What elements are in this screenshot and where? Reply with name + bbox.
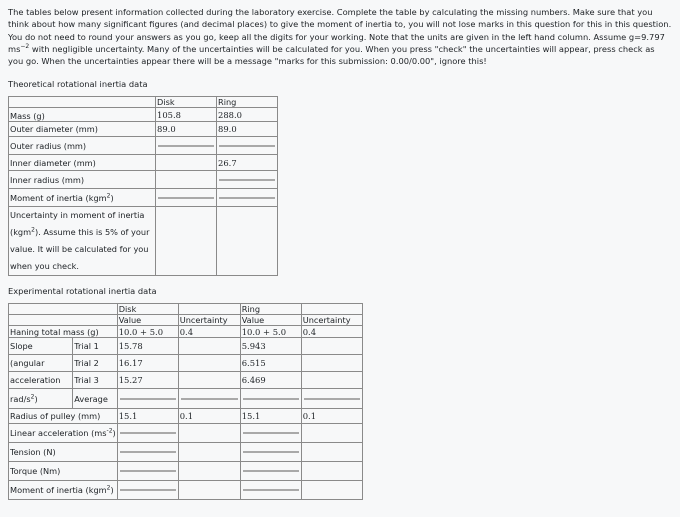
ring-inner-diameter-value: 26.7 (217, 155, 278, 171)
outer-diameter-label: Outer diameter (mm) (9, 122, 156, 137)
exp-ring-header: Ring (240, 304, 301, 315)
hanging-mass-label: Haning total mass (g) (9, 326, 118, 338)
ring-uncertainty-cell (217, 207, 278, 276)
ring-value-header: Value (240, 315, 301, 326)
linear-acceleration-label: Linear acceleration $(ms^{-2})$ (9, 424, 118, 443)
ring-trial-1-value: 5.943 (240, 338, 301, 355)
mass-label: Mass (g) (9, 108, 156, 122)
pulley-radius-label: Radius of pulley (mm) (9, 409, 118, 424)
experimental-table (8, 303, 363, 500)
trial-3-label: Trial 3 (73, 372, 117, 389)
ring-trial-2-value: 6.515 (240, 355, 301, 372)
disk-trial-1-value: 15.78 (117, 338, 178, 355)
disk-moment-input[interactable] (158, 197, 214, 199)
theoretical-title: Theoretical rotational inertia data (8, 79, 148, 89)
col-disk-header: Disk (156, 97, 217, 108)
exp-moment-of-inertia-label: Moment of inertia (kgm$^2$) (9, 481, 118, 500)
disk-average-uncertainty-input[interactable] (181, 398, 238, 400)
ring-inner-radius-input[interactable] (219, 179, 275, 181)
disk-hanging-mass-uncertainty: 0.4 (178, 326, 240, 338)
disk-average-input[interactable] (120, 398, 176, 400)
ring-average-uncertainty-input[interactable] (304, 398, 360, 400)
ring-pulley-radius-uncertainty: 0.1 (301, 409, 362, 424)
disk-linear-acceleration-input[interactable] (120, 432, 176, 434)
tension-label: Tension (N) (9, 443, 118, 462)
disk-pulley-radius-uncertainty: 0.1 (178, 409, 240, 424)
ring-torque-input[interactable] (243, 470, 299, 472)
disk-trial-3-value: 15.27 (117, 372, 178, 389)
rad-per-s2-label: rad/$s^2$) (9, 389, 73, 409)
disk-outer-diameter-value: 89.0 (156, 122, 217, 137)
disk-tension-input[interactable] (120, 451, 176, 453)
disk-mass-value: 105.8 (156, 108, 217, 122)
experimental-title: Experimental rotational inertia data (8, 286, 157, 296)
disk-trial-2-value: 16.17 (117, 355, 178, 372)
inner-diameter-label: Inner diameter (mm) (9, 155, 156, 171)
disk-uncertainty-header: Uncertainty (178, 315, 240, 326)
slope-label: Slope (9, 338, 73, 355)
ring-tension-input[interactable] (243, 451, 299, 453)
ring-mass-value: 288.0 (217, 108, 278, 122)
ring-moment-input[interactable] (219, 197, 275, 199)
col-ring-header: Ring (217, 97, 278, 108)
disk-uncertainty-cell (156, 207, 217, 276)
disk-pulley-radius-value: 15.1 (117, 409, 178, 424)
ring-linear-acceleration-input[interactable] (243, 432, 299, 434)
uncertainty-label: Uncertainty in moment of inertia (kgm$^2$). Assume this is 5% of your value. It will be calculated for you when you check. (9, 207, 156, 276)
moment-of-inertia-label: Moment of inertia (kgm$^2$) (9, 189, 156, 207)
ring-pulley-radius-value: 15.1 (240, 409, 301, 424)
ring-exp-moment-input[interactable] (243, 489, 299, 491)
disk-torque-input[interactable] (120, 470, 176, 472)
disk-hanging-mass-value: 10.0 + 5.0 (117, 326, 178, 338)
ring-trial-3-value: 6.469 (240, 372, 301, 389)
ring-average-input[interactable] (243, 398, 299, 400)
exp-disk-header: Disk (117, 304, 178, 315)
trial-2-label: Trial 2 (73, 355, 117, 372)
outer-radius-label: Outer radius (mm) (9, 137, 156, 155)
instructions-text: The tables below present information collected during the laboratory exercise. Complete the table by calculating the missing numbers. Make sure that you think about how many significant figures (and decimal places) to give the moment of inertia to, you will not lose marks in this question for this in this question. You do not need to round your answers as you go, keep all the digits for your working. Note that the units are given in the left hand column. Assume g=9.797 $ms^{-2}$ with negligible uncertainty. Many of the uncertainties will be calculated for you. When you press "check" the uncertainties will appear, press check as you go. When the uncertainties appear there will be a message "marks for this submission: 0.00/0.00", ignore this! (8, 7, 672, 67)
acceleration-label: acceleration (9, 372, 73, 389)
ring-hanging-mass-uncertainty: 0.4 (301, 326, 362, 338)
ring-hanging-mass-value: 10.0 + 5.0 (240, 326, 301, 338)
angular-label: (angular (9, 355, 73, 372)
disk-exp-moment-input[interactable] (120, 489, 176, 491)
inner-radius-label: Inner radius (mm) (9, 171, 156, 189)
trial-1-label: Trial 1 (73, 338, 117, 355)
ring-outer-diameter-value: 89.0 (217, 122, 278, 137)
average-label: Average (73, 389, 117, 409)
torque-label: Torque (Nm) (9, 462, 118, 481)
theoretical-table (8, 96, 278, 276)
ring-uncertainty-header: Uncertainty (301, 315, 362, 326)
disk-value-header: Value (117, 315, 178, 326)
ring-outer-radius-input[interactable] (219, 145, 275, 147)
disk-outer-radius-input[interactable] (158, 145, 214, 147)
